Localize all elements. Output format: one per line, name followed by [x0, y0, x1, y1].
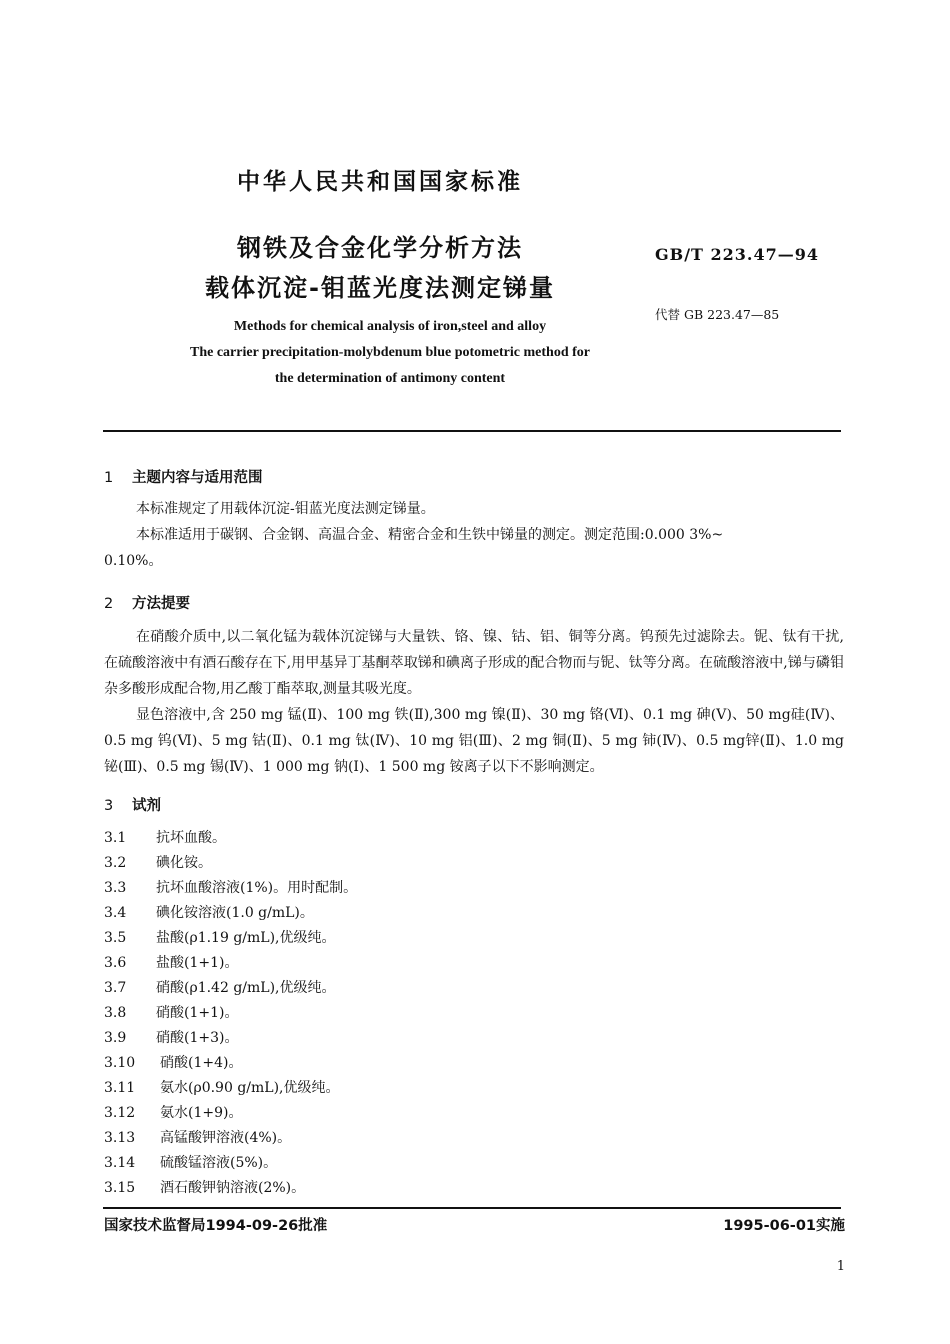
- reagent-text: 碘化铵溶液(1.0 g/mL)。: [156, 905, 314, 921]
- reagent-number: 3.10: [104, 1055, 136, 1071]
- page-number: 1: [836, 1259, 845, 1274]
- reagent-text: 盐酸(ρ1.19 g/mL),优级纯。: [156, 930, 336, 946]
- reagent-item: [104, 1026, 238, 1050]
- section-2-paragraph-1: 在硝酸介质中,以二氧化锰为载体沉淀锑与大量铁、铬、镍、钴、铝、铜等分离。钨预先过滤除去。铌、钛有干扰,在硫酸溶液中有酒石酸存在下,用甲基异丁基酮萃取锑和碘离子形成的配合物而与铌、钛等分离。在硫酸溶液中,锑与磷钼杂多酸形成配合物,用乙酸丁酯萃取,测量其吸光度。: [104, 629, 844, 697]
- reagent-text: 硝酸(1+4)。: [160, 1055, 243, 1071]
- reagent-text: 硝酸(1+3)。: [156, 1030, 239, 1046]
- reagent-item: [104, 1151, 277, 1175]
- reagent-number: 3.2: [104, 855, 127, 871]
- section-3-title: 试剂: [132, 798, 161, 814]
- title-en-line-1: Methods for chemical analysis of iron,steel and alloy: [233, 319, 547, 334]
- section-3-heading: [104, 794, 161, 815]
- title-zh-line-1: 钢铁及合金化学分析方法: [237, 234, 523, 262]
- reagent-item: [104, 976, 335, 1000]
- reagent-number: 3.6: [104, 955, 127, 971]
- reagent-text: 酒石酸钾钠溶液(2%)。: [160, 1180, 306, 1196]
- approval-line: 国家技术监督局1994-09-26批准: [104, 1218, 328, 1234]
- title-en-line-3: the determination of antimony content: [274, 371, 506, 386]
- reagent-number: 3.13: [104, 1130, 136, 1146]
- section-2-heading: [104, 592, 190, 613]
- reagent-text: 抗坏血酸。: [156, 830, 226, 846]
- reagent-number: 3.14: [104, 1155, 136, 1171]
- reagent-number: 3.1: [104, 830, 127, 846]
- reagent-text: 氨水(1+9)。: [160, 1105, 243, 1121]
- reagent-item: [104, 826, 226, 850]
- header-divider: [103, 430, 841, 432]
- national-standard-heading: 中华人民共和国国家标准: [237, 169, 523, 195]
- reagent-number: 3.8: [104, 1005, 127, 1021]
- reagent-item: [104, 901, 314, 925]
- reagent-item: [104, 926, 335, 950]
- section-2-number: 2: [104, 596, 114, 612]
- reagent-text: 盐酸(1+1)。: [156, 955, 239, 971]
- reagent-text: 氨水(ρ0.90 g/mL),优级纯。: [160, 1080, 340, 1096]
- reagent-item: [104, 1051, 242, 1075]
- replaces-standard: 代替 GB 223.47—85: [655, 307, 780, 322]
- reagent-text: 硫酸锰溶液(5%)。: [160, 1155, 278, 1171]
- reagent-text: 硝酸(ρ1.42 g/mL),优级纯。: [156, 980, 336, 996]
- reagent-number: 3.12: [104, 1105, 136, 1121]
- section-1-number: 1: [104, 470, 114, 486]
- section-1-paragraph-1: 本标准规定了用载体沉淀-钼蓝光度法测定锑量。: [136, 501, 435, 517]
- reagent-item: [104, 1101, 242, 1125]
- reagent-item: [104, 1126, 291, 1150]
- footer-divider: [103, 1207, 841, 1209]
- reagent-text: 硝酸(1+1)。: [156, 1005, 239, 1021]
- reagent-text: 碘化铵。: [156, 855, 212, 871]
- section-1-paragraph-2: 本标准适用于碳钢、合金钢、高温合金、精密合金和生铁中锑量的测定。测定范围:0.000 3%~: [136, 527, 724, 543]
- section-1-paragraph-2-continued: 0.10%。: [104, 553, 163, 569]
- standard-code: GB/T 223.47—94: [655, 245, 820, 264]
- reagent-number: 3.5: [104, 930, 127, 946]
- reagent-item: [104, 876, 357, 900]
- reagent-item: [104, 1176, 305, 1200]
- section-2-paragraph-2: 显色溶液中,含 250 mg 锰(Ⅱ)、100 mg 铁(Ⅱ),300 mg 镍(Ⅱ)、30 mg 铬(Ⅵ)、0.1 mg 砷(Ⅴ)、50 mg硅(Ⅳ)、0.5 mg 钨(Ⅵ)、5 mg 钴(Ⅱ)、0.1 mg 钛(Ⅳ)、10 mg 铝(Ⅲ)、2 mg 铜(Ⅱ)、5 mg 铈(Ⅳ)、0.5 mg锌(Ⅱ)、1.0 mg 铋(Ⅲ)、0.5 mg 锡(Ⅳ)、1 000 mg 钠(Ⅰ)、1 500 mg 铵离子以下不影响测定。: [104, 707, 844, 775]
- reagent-number: 3.15: [104, 1180, 136, 1196]
- section-1-heading: [104, 466, 263, 487]
- section-3-number: 3: [104, 798, 114, 814]
- reagent-text: 高锰酸钾溶液(4%)。: [160, 1130, 292, 1146]
- reagent-item: [104, 1001, 238, 1025]
- reagent-number: 3.11: [104, 1080, 136, 1096]
- reagent-number: 3.3: [104, 880, 127, 896]
- title-en-line-2: The carrier precipitation-molybdenum blue potometric method for: [190, 345, 590, 360]
- section-2-title: 方法提要: [132, 596, 190, 612]
- section-1-title: 主题内容与适用范围: [132, 470, 263, 486]
- reagent-item: [104, 1076, 339, 1100]
- reagent-number: 3.4: [104, 905, 127, 921]
- reagent-number: 3.7: [104, 980, 127, 996]
- implementation-date: 1995-06-01实施: [723, 1218, 845, 1234]
- reagent-text: 抗坏血酸溶液(1%)。用时配制。: [156, 880, 358, 896]
- reagent-number: 3.9: [104, 1030, 127, 1046]
- reagent-item: [104, 851, 212, 875]
- reagent-item: [104, 951, 238, 975]
- title-zh-line-2: 载体沉淀-钼蓝光度法测定锑量: [205, 274, 555, 302]
